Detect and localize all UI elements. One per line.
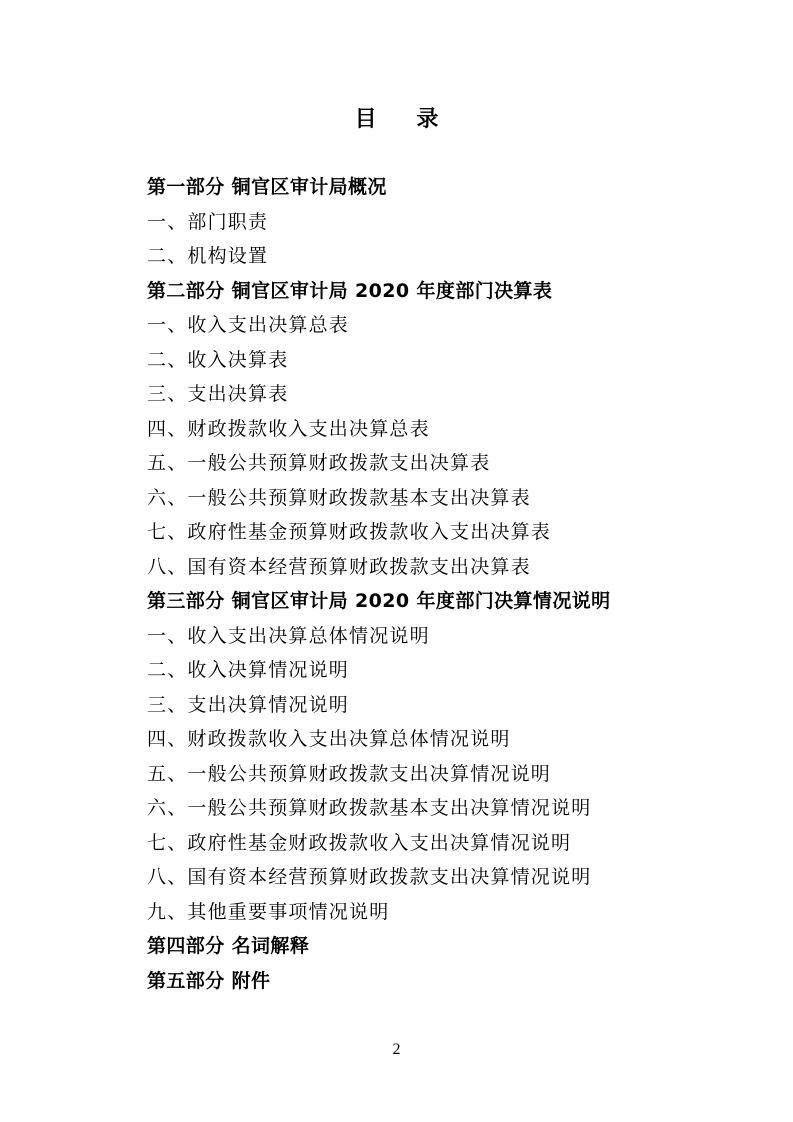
toc-item-expenditure-explanation: 三、支出决算情况说明	[147, 693, 350, 716]
toc-item-general-budget-basic-expenditure-table: 六、一般公共预算财政拨款基本支出决算表	[147, 486, 531, 509]
toc-item-government-fund-table: 七、政府性基金预算财政拨款收入支出决算表	[147, 521, 552, 543]
toc-item-general-budget-expenditure-table: 五、一般公共预算财政拨款支出决算表	[147, 452, 491, 474]
toc-item-state-capital-explanation: 八、国有资本经营预算财政拨款支出决算情况说明	[147, 866, 592, 888]
toc-item-fiscal-appropriation-explanation: 四、财政拨款收入支出决算总体情况说明	[147, 728, 511, 750]
toc-item-income-table: 二、收入决算表	[147, 348, 289, 371]
table-of-contents	[147, 170, 767, 998]
toc-item-expenditure-table: 三、支出决算表	[147, 383, 289, 405]
toc-part-5: 第五部分 附件	[147, 969, 271, 992]
toc-item-government-fund-explanation: 七、政府性基金财政拨款收入支出决算情况说明	[147, 831, 572, 854]
page-number: 2	[392, 1041, 401, 1058]
page-title: 目 录	[354, 107, 455, 132]
toc-item-income-explanation: 二、收入决算情况说明	[147, 659, 350, 681]
toc-item-department-duties: 一、部门职责	[147, 210, 269, 233]
toc-item-state-capital-table: 八、国有资本经营预算财政拨款支出决算表	[147, 555, 531, 578]
toc-part-4: 第四部分 名词解释	[147, 935, 310, 957]
toc-item-organization-setup: 二、机构设置	[147, 245, 269, 267]
toc-item-general-budget-explanation: 五、一般公共预算财政拨款支出决算情况说明	[147, 762, 552, 785]
toc-part-3: 第三部分 铜官区审计局 2020 年度部门决算情况说明	[147, 590, 611, 612]
toc-item-other-matters-explanation: 九、其他重要事项情况说明	[147, 900, 390, 923]
toc-item-fiscal-appropriation-summary-table: 四、财政拨款收入支出决算总表	[147, 417, 430, 440]
toc-item-income-expenditure-summary-table: 一、收入支出决算总表	[147, 314, 350, 336]
toc-item-general-budget-basic-explanation: 六、一般公共预算财政拨款基本支出决算情况说明	[147, 797, 592, 819]
toc-part-1: 第一部分 铜官区审计局概况	[147, 176, 387, 198]
toc-item-overall-explanation: 一、收入支出决算总体情况说明	[147, 624, 430, 647]
toc-part-2: 第二部分 铜官区审计局 2020 年度部门决算表	[147, 279, 553, 302]
